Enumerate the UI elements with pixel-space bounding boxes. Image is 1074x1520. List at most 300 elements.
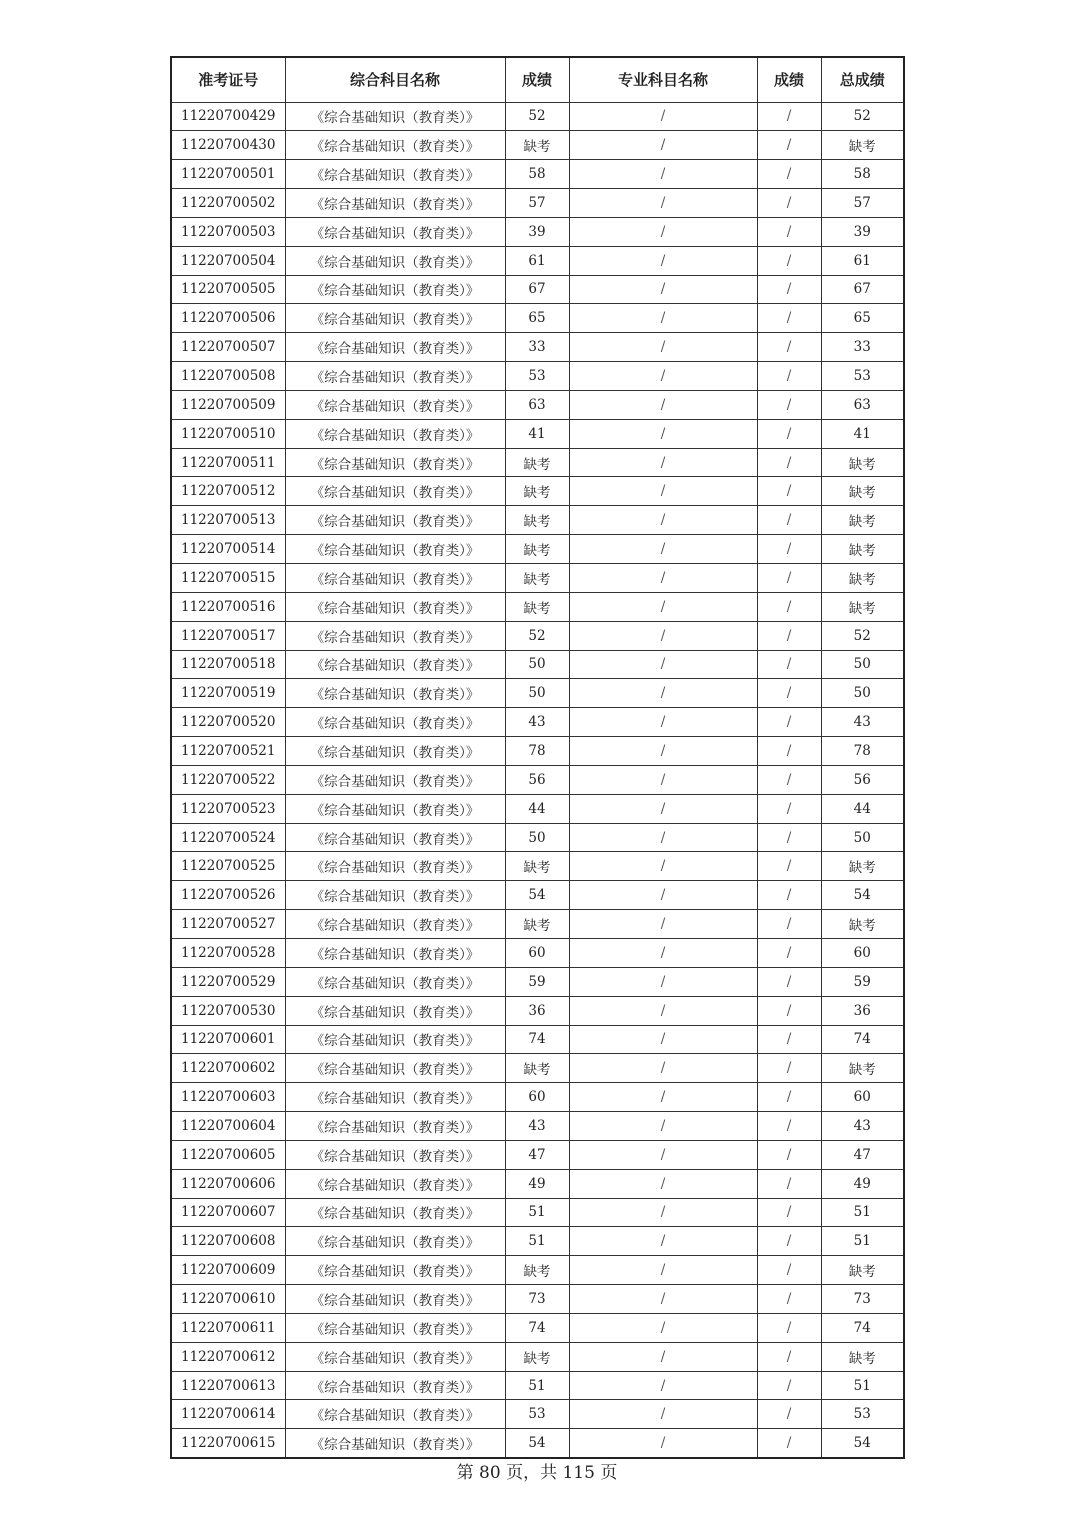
major-subject-cell: / — [569, 1112, 757, 1141]
general-score-cell: 44 — [505, 794, 569, 823]
table-row — [171, 477, 904, 506]
general-score-cell: 缺考 — [505, 131, 569, 160]
total-score-cell: 缺考 — [821, 852, 904, 881]
table-row — [171, 1198, 904, 1227]
major-score-cell: / — [757, 131, 821, 160]
general-subject-cell: 《综合基础知识（教育类）》 — [285, 1198, 505, 1227]
general-subject-cell: 《综合基础知识（教育类）》 — [285, 1371, 505, 1400]
major-subject-cell: / — [569, 131, 757, 160]
major-score-cell: / — [757, 910, 821, 939]
table-row — [171, 938, 904, 967]
total-score-cell: 49 — [821, 1169, 904, 1198]
major-score-cell: / — [757, 765, 821, 794]
total-score-cell: 54 — [821, 881, 904, 910]
table-row — [171, 996, 904, 1025]
major-subject-cell: / — [569, 1400, 757, 1429]
total-score-cell: 51 — [821, 1227, 904, 1256]
general-subject-cell: 《综合基础知识（教育类）》 — [285, 102, 505, 131]
general-score-cell: 60 — [505, 1083, 569, 1112]
general-score-cell: 61 — [505, 246, 569, 275]
major-score-cell: / — [757, 333, 821, 362]
exam-id-cell: 11220700528 — [171, 938, 285, 967]
major-score-cell: / — [757, 246, 821, 275]
general-score-cell: 53 — [505, 362, 569, 391]
general-score-cell: 54 — [505, 881, 569, 910]
major-subject-cell: / — [569, 419, 757, 448]
table-row — [171, 1140, 904, 1169]
exam-id-cell: 11220700509 — [171, 390, 285, 419]
general-score-cell: 51 — [505, 1227, 569, 1256]
major-subject-cell: / — [569, 535, 757, 564]
exam-id-cell: 11220700612 — [171, 1342, 285, 1371]
total-score-cell: 53 — [821, 1400, 904, 1429]
major-score-cell: / — [757, 1313, 821, 1342]
major-subject-cell: / — [569, 621, 757, 650]
score-table — [170, 56, 905, 1459]
general-score-cell: 56 — [505, 765, 569, 794]
general-subject-cell: 《综合基础知识（教育类）》 — [285, 246, 505, 275]
general-subject-cell: 《综合基础知识（教育类）》 — [285, 1054, 505, 1083]
page-number: 第 80 页，共 115 页 — [456, 1463, 618, 1483]
major-score-cell: / — [757, 1054, 821, 1083]
general-score-cell: 51 — [505, 1371, 569, 1400]
exam-id-cell: 11220700606 — [171, 1169, 285, 1198]
general-subject-cell: 《综合基础知识（教育类）》 — [285, 1342, 505, 1371]
total-score-cell: 74 — [821, 1313, 904, 1342]
major-subject-cell: / — [569, 448, 757, 477]
general-subject-cell: 《综合基础知识（教育类）》 — [285, 650, 505, 679]
total-score-cell: 51 — [821, 1371, 904, 1400]
general-score-cell: 39 — [505, 217, 569, 246]
total-score-cell: 54 — [821, 1429, 904, 1458]
table-row — [171, 419, 904, 448]
major-score-cell: / — [757, 621, 821, 650]
major-score-cell: / — [757, 448, 821, 477]
total-score-cell: 52 — [821, 102, 904, 131]
major-subject-cell: / — [569, 102, 757, 131]
major-subject-cell: / — [569, 1342, 757, 1371]
total-score-cell: 52 — [821, 621, 904, 650]
general-subject-cell: 《综合基础知识（教育类）》 — [285, 477, 505, 506]
exam-id-cell: 11220700614 — [171, 1400, 285, 1429]
major-subject-cell: / — [569, 160, 757, 189]
table-row — [171, 1083, 904, 1112]
general-subject-cell: 《综合基础知识（教育类）》 — [285, 621, 505, 650]
major-subject-cell: / — [569, 1227, 757, 1256]
major-subject-cell: / — [569, 304, 757, 333]
total-score-cell: 缺考 — [821, 1342, 904, 1371]
major-subject-cell: / — [569, 881, 757, 910]
major-score-cell: / — [757, 304, 821, 333]
major-score-cell: / — [757, 390, 821, 419]
general-subject-cell: 《综合基础知识（教育类）》 — [285, 1429, 505, 1458]
table-row — [171, 102, 904, 131]
general-subject-cell: 《综合基础知识（教育类）》 — [285, 160, 505, 189]
exam-id-cell: 11220700518 — [171, 650, 285, 679]
total-score-cell: 51 — [821, 1198, 904, 1227]
total-score-cell: 缺考 — [821, 535, 904, 564]
table-row — [171, 1371, 904, 1400]
major-score-cell: / — [757, 1227, 821, 1256]
table-row — [171, 592, 904, 621]
total-score-cell: 65 — [821, 304, 904, 333]
table-row — [171, 1054, 904, 1083]
general-subject-cell: 《综合基础知识（教育类）》 — [285, 448, 505, 477]
table-row — [171, 1400, 904, 1429]
general-score-cell: 74 — [505, 1025, 569, 1054]
total-score-cell: 50 — [821, 679, 904, 708]
major-subject-cell: / — [569, 1140, 757, 1169]
major-subject-cell: / — [569, 794, 757, 823]
major-subject-cell: / — [569, 823, 757, 852]
total-score-cell: 缺考 — [821, 1256, 904, 1285]
major-subject-cell: / — [569, 390, 757, 419]
general-score-cell: 缺考 — [505, 910, 569, 939]
general-score-cell: 缺考 — [505, 564, 569, 593]
major-score-cell: / — [757, 1429, 821, 1458]
table-row — [171, 189, 904, 218]
general-score-cell: 缺考 — [505, 506, 569, 535]
major-subject-cell: / — [569, 852, 757, 881]
exam-id-cell: 11220700514 — [171, 535, 285, 564]
general-score-cell: 51 — [505, 1198, 569, 1227]
major-score-cell: / — [757, 275, 821, 304]
exam-id-cell: 11220700501 — [171, 160, 285, 189]
general-subject-cell: 《综合基础知识（教育类）》 — [285, 131, 505, 160]
general-score-cell: 63 — [505, 390, 569, 419]
table-row — [171, 275, 904, 304]
exam-id-cell: 11220700513 — [171, 506, 285, 535]
table-row — [171, 448, 904, 477]
major-score-cell: / — [757, 1083, 821, 1112]
major-subject-cell: / — [569, 967, 757, 996]
exam-id-cell: 11220700510 — [171, 419, 285, 448]
major-subject-cell: / — [569, 1371, 757, 1400]
total-score-cell: 50 — [821, 823, 904, 852]
table-row — [171, 1285, 904, 1314]
exam-id-cell: 11220700605 — [171, 1140, 285, 1169]
table-row — [171, 1429, 904, 1458]
major-score-cell: / — [757, 189, 821, 218]
total-score-cell: 缺考 — [821, 506, 904, 535]
major-score-cell: / — [757, 1342, 821, 1371]
exam-id-cell: 11220700429 — [171, 102, 285, 131]
general-score-cell: 50 — [505, 650, 569, 679]
general-subject-cell: 《综合基础知识（教育类）》 — [285, 217, 505, 246]
major-score-cell: / — [757, 938, 821, 967]
table-row — [171, 362, 904, 391]
exam-id-cell: 11220700508 — [171, 362, 285, 391]
general-subject-cell: 《综合基础知识（教育类）》 — [285, 737, 505, 766]
general-subject-cell: 《综合基础知识（教育类）》 — [285, 333, 505, 362]
general-subject-cell: 《综合基础知识（教育类）》 — [285, 1256, 505, 1285]
total-score-cell: 36 — [821, 996, 904, 1025]
total-score-cell: 缺考 — [821, 131, 904, 160]
total-score-cell: 缺考 — [821, 592, 904, 621]
table-row — [171, 1342, 904, 1371]
major-subject-cell: / — [569, 246, 757, 275]
general-subject-cell: 《综合基础知识（教育类）》 — [285, 564, 505, 593]
exam-id-cell: 11220700504 — [171, 246, 285, 275]
total-score-cell: 39 — [821, 217, 904, 246]
general-subject-cell: 《综合基础知识（教育类）》 — [285, 823, 505, 852]
general-score-cell: 58 — [505, 160, 569, 189]
table-row — [171, 1112, 904, 1141]
total-score-cell: 缺考 — [821, 910, 904, 939]
exam-id-cell: 11220700529 — [171, 967, 285, 996]
general-score-cell: 43 — [505, 1112, 569, 1141]
general-subject-cell: 《综合基础知识（教育类）》 — [285, 362, 505, 391]
total-score-cell: 43 — [821, 708, 904, 737]
general-subject-cell: 《综合基础知识（教育类）》 — [285, 1112, 505, 1141]
exam-id-cell: 11220700507 — [171, 333, 285, 362]
major-subject-cell: / — [569, 333, 757, 362]
general-subject-cell: 《综合基础知识（教育类）》 — [285, 938, 505, 967]
major-subject-cell: / — [569, 765, 757, 794]
total-score-cell: 60 — [821, 1083, 904, 1112]
exam-id-cell: 11220700505 — [171, 275, 285, 304]
major-subject-cell: / — [569, 737, 757, 766]
exam-id-cell: 11220700516 — [171, 592, 285, 621]
major-score-cell: / — [757, 1400, 821, 1429]
major-score-cell: / — [757, 564, 821, 593]
table-row — [171, 765, 904, 794]
general-score-cell: 52 — [505, 621, 569, 650]
table-row — [171, 564, 904, 593]
general-subject-cell: 《综合基础知识（教育类）》 — [285, 1400, 505, 1429]
exam-id-cell: 11220700526 — [171, 881, 285, 910]
general-score-cell: 缺考 — [505, 1342, 569, 1371]
general-score-cell: 73 — [505, 1285, 569, 1314]
major-score-cell: / — [757, 823, 821, 852]
major-subject-cell: / — [569, 650, 757, 679]
general-subject-cell: 《综合基础知识（教育类）》 — [285, 189, 505, 218]
header-exam-id: 准考证号 — [171, 57, 285, 102]
major-subject-cell: / — [569, 910, 757, 939]
major-subject-cell: / — [569, 1054, 757, 1083]
total-score-cell: 73 — [821, 1285, 904, 1314]
total-score-cell: 56 — [821, 765, 904, 794]
major-score-cell: / — [757, 535, 821, 564]
general-subject-cell: 《综合基础知识（教育类）》 — [285, 535, 505, 564]
exam-id-cell: 11220700609 — [171, 1256, 285, 1285]
major-subject-cell: / — [569, 1256, 757, 1285]
major-score-cell: / — [757, 1285, 821, 1314]
general-score-cell: 41 — [505, 419, 569, 448]
total-score-cell: 41 — [821, 419, 904, 448]
exam-id-cell: 11220700611 — [171, 1313, 285, 1342]
header-general-subject: 综合科目名称 — [285, 57, 505, 102]
major-score-cell: / — [757, 708, 821, 737]
major-score-cell: / — [757, 1198, 821, 1227]
general-subject-cell: 《综合基础知识（教育类）》 — [285, 1169, 505, 1198]
general-subject-cell: 《综合基础知识（教育类）》 — [285, 275, 505, 304]
general-score-cell: 33 — [505, 333, 569, 362]
general-score-cell: 54 — [505, 1429, 569, 1458]
exam-id-cell: 11220700608 — [171, 1227, 285, 1256]
exam-id-cell: 11220700523 — [171, 794, 285, 823]
table-row — [171, 852, 904, 881]
total-score-cell: 74 — [821, 1025, 904, 1054]
exam-id-cell: 11220700530 — [171, 996, 285, 1025]
general-subject-cell: 《综合基础知识（教育类）》 — [285, 910, 505, 939]
major-score-cell: / — [757, 1025, 821, 1054]
table-row — [171, 910, 904, 939]
major-subject-cell: / — [569, 275, 757, 304]
general-score-cell: 65 — [505, 304, 569, 333]
table-row — [171, 679, 904, 708]
total-score-cell: 60 — [821, 938, 904, 967]
exam-id-cell: 11220700604 — [171, 1112, 285, 1141]
major-subject-cell: / — [569, 564, 757, 593]
total-score-cell: 缺考 — [821, 477, 904, 506]
general-score-cell: 60 — [505, 938, 569, 967]
table-row — [171, 621, 904, 650]
exam-id-cell: 11220700527 — [171, 910, 285, 939]
table-row — [171, 650, 904, 679]
table-row — [171, 708, 904, 737]
general-subject-cell: 《综合基础知识（教育类）》 — [285, 765, 505, 794]
total-score-cell: 50 — [821, 650, 904, 679]
exam-id-cell: 11220700603 — [171, 1083, 285, 1112]
major-subject-cell: / — [569, 1285, 757, 1314]
header-major-score: 成绩 — [757, 57, 821, 102]
major-score-cell: / — [757, 102, 821, 131]
table-header — [171, 57, 904, 102]
major-subject-cell: / — [569, 1429, 757, 1458]
exam-id-cell: 11220700515 — [171, 564, 285, 593]
major-score-cell: / — [757, 996, 821, 1025]
major-score-cell: / — [757, 1112, 821, 1141]
general-score-cell: 49 — [505, 1169, 569, 1198]
exam-id-cell: 11220700512 — [171, 477, 285, 506]
general-subject-cell: 《综合基础知识（教育类）》 — [285, 708, 505, 737]
total-score-cell: 59 — [821, 967, 904, 996]
total-score-cell: 61 — [821, 246, 904, 275]
table-row — [171, 967, 904, 996]
table-row — [171, 1256, 904, 1285]
major-score-cell: / — [757, 737, 821, 766]
table-row — [171, 333, 904, 362]
table-row — [171, 794, 904, 823]
major-subject-cell: / — [569, 679, 757, 708]
major-score-cell: / — [757, 650, 821, 679]
general-score-cell: 缺考 — [505, 448, 569, 477]
exam-id-cell: 11220700521 — [171, 737, 285, 766]
general-subject-cell: 《综合基础知识（教育类）》 — [285, 967, 505, 996]
total-score-cell: 67 — [821, 275, 904, 304]
table-row — [171, 304, 904, 333]
total-score-cell: 58 — [821, 160, 904, 189]
total-score-cell: 缺考 — [821, 1054, 904, 1083]
general-subject-cell: 《综合基础知识（教育类）》 — [285, 1025, 505, 1054]
table-row — [171, 506, 904, 535]
major-score-cell: / — [757, 1256, 821, 1285]
general-subject-cell: 《综合基础知识（教育类）》 — [285, 1227, 505, 1256]
major-subject-cell: / — [569, 1083, 757, 1112]
general-score-cell: 67 — [505, 275, 569, 304]
exam-id-cell: 11220700601 — [171, 1025, 285, 1054]
general-subject-cell: 《综合基础知识（教育类）》 — [285, 1285, 505, 1314]
exam-id-cell: 11220700615 — [171, 1429, 285, 1458]
major-subject-cell: / — [569, 1313, 757, 1342]
table-row — [171, 1169, 904, 1198]
table-row — [171, 390, 904, 419]
major-subject-cell: / — [569, 362, 757, 391]
major-score-cell: / — [757, 852, 821, 881]
exam-id-cell: 11220700506 — [171, 304, 285, 333]
general-subject-cell: 《综合基础知识（教育类）》 — [285, 592, 505, 621]
major-score-cell: / — [757, 506, 821, 535]
general-subject-cell: 《综合基础知识（教育类）》 — [285, 1313, 505, 1342]
total-score-cell: 57 — [821, 189, 904, 218]
table-row — [171, 881, 904, 910]
general-score-cell: 缺考 — [505, 535, 569, 564]
general-score-cell: 43 — [505, 708, 569, 737]
major-subject-cell: / — [569, 938, 757, 967]
major-score-cell: / — [757, 362, 821, 391]
exam-id-cell: 11220700522 — [171, 765, 285, 794]
general-subject-cell: 《综合基础知识（教育类）》 — [285, 304, 505, 333]
general-subject-cell: 《综合基础知识（教育类）》 — [285, 679, 505, 708]
general-subject-cell: 《综合基础知识（教育类）》 — [285, 794, 505, 823]
table-row — [171, 1227, 904, 1256]
exam-id-cell: 11220700610 — [171, 1285, 285, 1314]
table-row — [171, 1025, 904, 1054]
major-score-cell: / — [757, 217, 821, 246]
total-score-cell: 33 — [821, 333, 904, 362]
exam-id-cell: 11220700524 — [171, 823, 285, 852]
table-row — [171, 131, 904, 160]
exam-id-cell: 11220700502 — [171, 189, 285, 218]
major-score-cell: / — [757, 160, 821, 189]
general-score-cell: 50 — [505, 823, 569, 852]
general-subject-cell: 《综合基础知识（教育类）》 — [285, 506, 505, 535]
major-score-cell: / — [757, 881, 821, 910]
major-score-cell: / — [757, 1371, 821, 1400]
total-score-cell: 44 — [821, 794, 904, 823]
major-subject-cell: / — [569, 217, 757, 246]
exam-id-cell: 11220700503 — [171, 217, 285, 246]
general-subject-cell: 《综合基础知识（教育类）》 — [285, 390, 505, 419]
general-score-cell: 52 — [505, 102, 569, 131]
header-general-score: 成绩 — [505, 57, 569, 102]
exam-id-cell: 11220700430 — [171, 131, 285, 160]
table-row — [171, 535, 904, 564]
exam-id-cell: 11220700602 — [171, 1054, 285, 1083]
general-score-cell: 36 — [505, 996, 569, 1025]
table-row — [171, 160, 904, 189]
total-score-cell: 缺考 — [821, 448, 904, 477]
general-subject-cell: 《综合基础知识（教育类）》 — [285, 419, 505, 448]
major-subject-cell: / — [569, 592, 757, 621]
general-subject-cell: 《综合基础知识（教育类）》 — [285, 881, 505, 910]
exam-id-cell: 11220700613 — [171, 1371, 285, 1400]
major-score-cell: / — [757, 794, 821, 823]
general-subject-cell: 《综合基础知识（教育类）》 — [285, 996, 505, 1025]
table-row — [171, 823, 904, 852]
total-score-cell: 43 — [821, 1112, 904, 1141]
major-subject-cell: / — [569, 1169, 757, 1198]
total-score-cell: 63 — [821, 390, 904, 419]
major-subject-cell: / — [569, 708, 757, 737]
table-body — [171, 102, 904, 1458]
general-score-cell: 57 — [505, 189, 569, 218]
exam-id-cell: 11220700607 — [171, 1198, 285, 1227]
major-score-cell: / — [757, 967, 821, 996]
major-subject-cell: / — [569, 1025, 757, 1054]
major-subject-cell: / — [569, 996, 757, 1025]
